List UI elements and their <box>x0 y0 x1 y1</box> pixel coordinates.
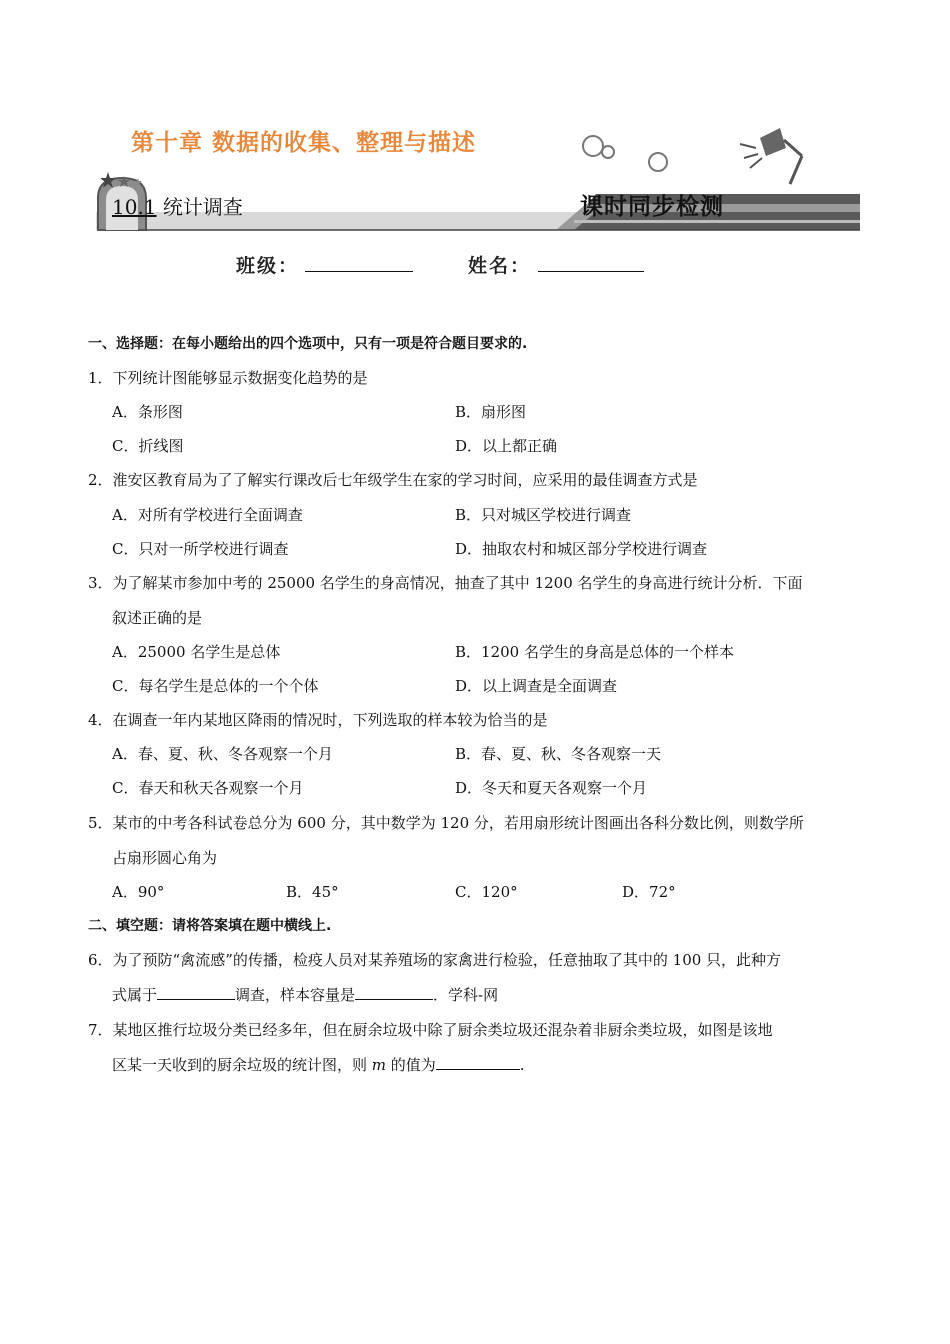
question-stem: 5．某市的中考各科试卷总分为 600 分，其中数学为 120 分，若用扇形统计图画出各科分数比例，则数学所 <box>88 814 804 832</box>
answer-blank[interactable] <box>355 985 433 1000</box>
answer-blank[interactable] <box>436 1055 520 1070</box>
option-b: B．扇形图 <box>455 403 527 421</box>
question-stem: 6．为了预防“禽流感”的传播，检疫人员对某养殖场的家禽进行检验，任意抽取了其中的 100 只，此种方 <box>88 951 782 969</box>
question-stem: 2．淮安区教育局为了了解实行课改后七年级学生在家的学习时间，应采用的最佳调查方式是 <box>88 471 698 489</box>
question-stem: 4．在调查一年内某地区降雨的情况时，下列选取的样本较为恰当的是 <box>88 711 548 729</box>
stem-text: . <box>519 1056 525 1074</box>
option-d: D．72° <box>622 883 676 901</box>
stem-text: 区某一天收到的厨余垃圾的统计图，则 <box>112 1056 372 1074</box>
name-label: 姓名： <box>468 255 532 277</box>
option-d: D．抽取农村和城区部分学校进行调查 <box>455 540 708 558</box>
option-a: A．条形图 <box>112 403 183 421</box>
question-stem-cont: 叙述正确的是 <box>112 609 203 627</box>
option-a: A．春、夏、秋、冬各观察一个月 <box>112 745 333 763</box>
section-heading: 二、填空题：请将答案填在题中横线上. <box>88 918 332 934</box>
option-a: A．对所有学校进行全面调查 <box>112 506 303 524</box>
name-field[interactable] <box>538 271 644 272</box>
stem-text: 调查，样本容量是 <box>235 986 356 1004</box>
option-a: A．25000 名学生是总体 <box>112 643 281 661</box>
banner-text: 课时同步检测 <box>580 193 724 220</box>
option-b: B．只对城区学校进行调查 <box>455 506 632 524</box>
option-d: D．以上都正确 <box>455 437 558 455</box>
option-b: B．春、夏、秋、冬各观察一天 <box>455 745 662 763</box>
chapter-title: 第十章 数据的收集、整理与描述 <box>131 130 477 156</box>
option-b: B．1200 名学生的身高是总体的一个样本 <box>455 643 734 661</box>
class-label: 班级： <box>236 255 300 277</box>
option-c: C．春天和秋天各观察一个月 <box>112 779 304 797</box>
option-c: C．折线图 <box>112 437 184 455</box>
stars-icon <box>100 170 146 192</box>
answer-blank[interactable] <box>157 985 235 1000</box>
question-stem: 3．为了解某市参加中考的 25000 名学生的身高情况，抽查了其中 1200 名学生的身高进行统计分析．下面 <box>88 574 803 592</box>
section-number: 10.1 <box>112 195 157 219</box>
class-field[interactable] <box>305 271 413 272</box>
desk-lamp-icon <box>730 126 820 188</box>
stem-text: ．学科-网 <box>433 986 499 1004</box>
section-title <box>112 191 243 220</box>
stem-text: 的值为 <box>386 1056 436 1074</box>
question-stem-cont: 占扇形圆心角为 <box>112 849 218 867</box>
option-c: C．每名学生是总体的一个个体 <box>112 677 319 695</box>
question-stem: 7．某地区推行垃圾分类已经多年，但在厨余垃圾中除了厨余类垃圾还混杂着非厨余类垃圾，如图是该地 <box>88 1021 773 1039</box>
stem-text: 式属于 <box>112 986 158 1004</box>
bubbles-icon <box>580 128 680 178</box>
option-d: D．以上调查是全面调查 <box>455 677 618 695</box>
question-stem: 1．下列统计图能够显示数据变化趋势的是 <box>88 369 368 387</box>
option-b: B．45° <box>286 883 339 901</box>
option-a: A．90° <box>112 883 165 901</box>
section-heading: 一、选择题：在每小题给出的四个选项中，只有一项是符合题目要求的. <box>88 336 528 352</box>
section-name: 统计调查 <box>162 195 243 219</box>
question-stem-cont <box>112 1055 525 1075</box>
question-stem-cont <box>112 985 498 1005</box>
variable-m: m <box>371 1056 387 1074</box>
option-d: D．冬天和夏天各观察一个月 <box>455 779 648 797</box>
option-c: C．120° <box>455 883 518 901</box>
option-c: C．只对一所学校进行调查 <box>112 540 289 558</box>
